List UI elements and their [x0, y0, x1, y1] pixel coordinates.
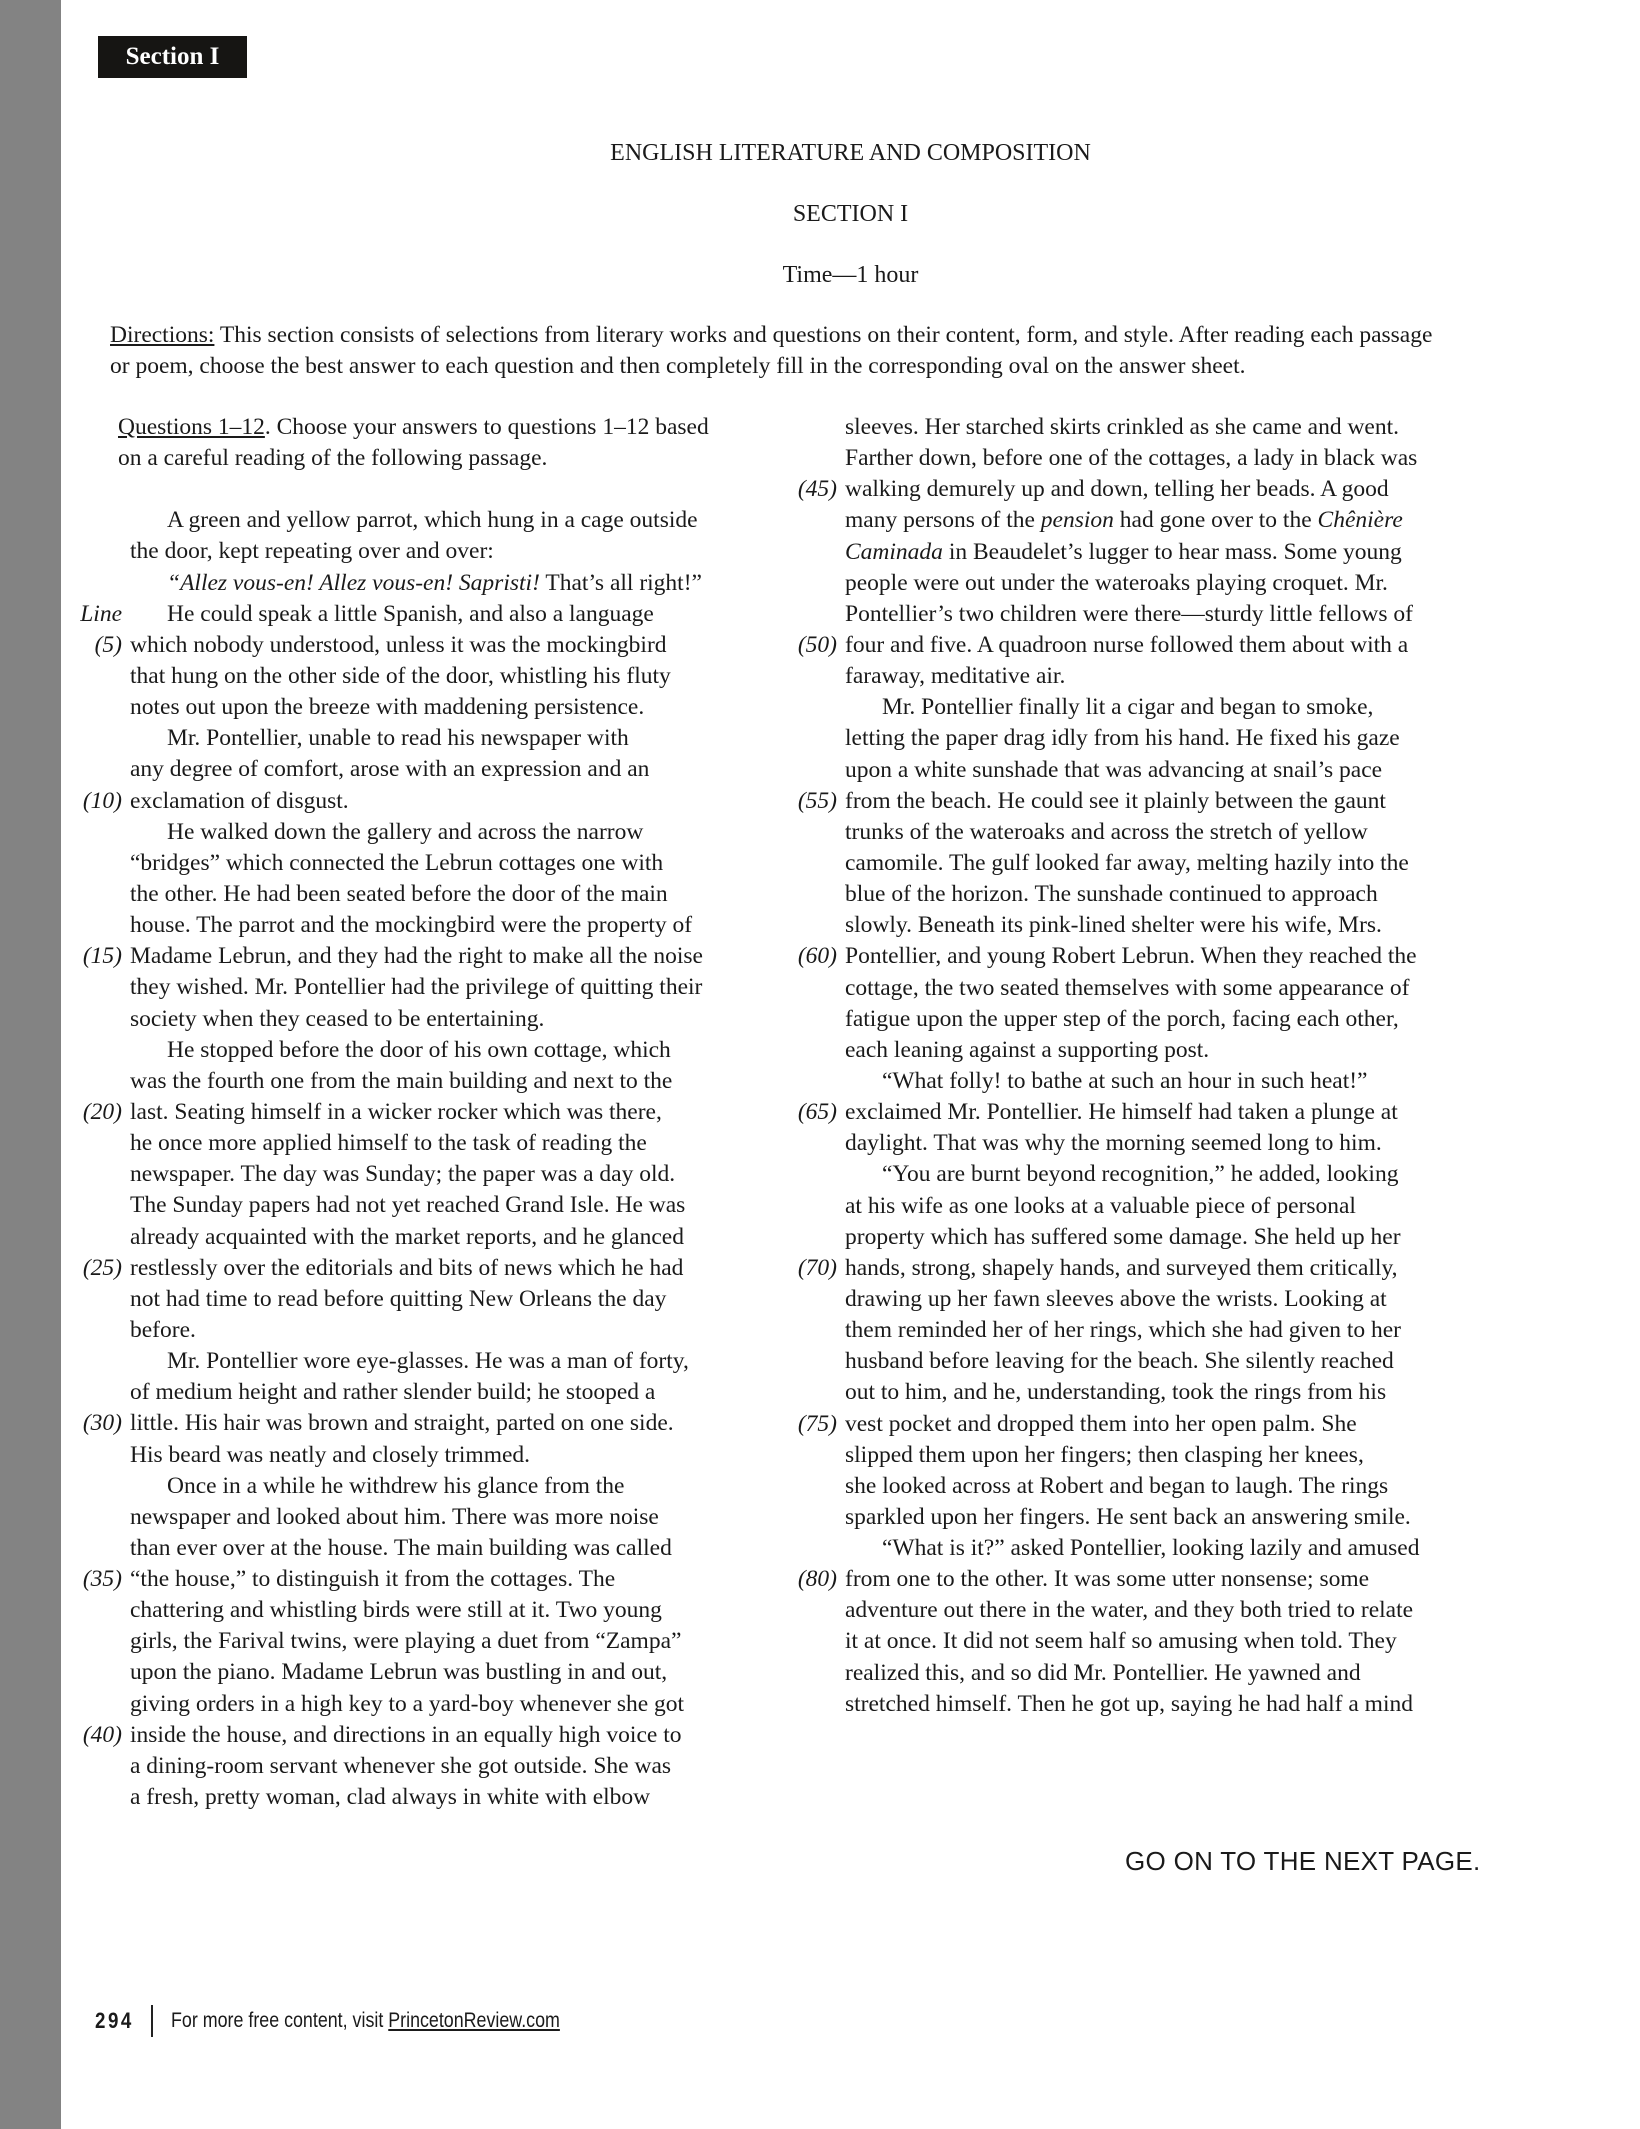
exam-title: ENGLISH LITERATURE AND COMPOSITION	[610, 140, 1091, 166]
line-number: (5)	[94, 631, 122, 658]
line-text: hands, strong, shapely hands, and surveyed them critically,	[845, 1254, 1398, 1281]
line-text: that hung on the other side of the door, whistling his fluty	[130, 662, 671, 689]
passage-lines-right	[775, 412, 1495, 1720]
passage-line	[60, 1346, 780, 1377]
passage-line	[775, 1004, 1495, 1035]
passage-line	[775, 941, 1495, 972]
passage-column-left	[60, 412, 780, 1813]
line-text: many persons of the pension had gone over to the Chênière	[845, 507, 1403, 534]
line-text: it at once. It did not seem half so amusing when told. They	[845, 1628, 1397, 1655]
passage-line	[60, 1315, 780, 1346]
line-number: (30)	[82, 1410, 122, 1437]
line-text: The Sunday papers had not yet reached Grand Isle. He was	[130, 1192, 686, 1219]
line-number: (35)	[82, 1566, 122, 1593]
passage-line	[775, 1689, 1495, 1720]
passage-line	[775, 1222, 1495, 1253]
line-text: the other. He had been seated before the door of the main	[130, 880, 668, 907]
passage-line	[775, 1502, 1495, 1533]
passage-line	[60, 786, 780, 817]
passage-line	[775, 1346, 1495, 1377]
passage-line	[775, 1191, 1495, 1222]
line-text: trunks of the wateroaks and across the stretch of yellow	[845, 818, 1368, 845]
line-text: fatigue upon the upper step of the porch, facing each other,	[845, 1005, 1399, 1032]
line-text: “the house,” to distinguish it from the cottages. The	[130, 1566, 616, 1593]
passage-line	[60, 817, 780, 848]
line-text: sparkled upon her fingers. He sent back an answering smile.	[845, 1503, 1411, 1530]
line-text: A green and yellow parrot, which hung in a cage outside	[167, 507, 698, 534]
passage-lines-left	[60, 505, 780, 1813]
line-number: (10)	[82, 787, 122, 814]
line-number: (50)	[797, 631, 837, 658]
line-text: from one to the other. It was some utter nonsense; some	[845, 1566, 1370, 1593]
passage-line	[60, 1502, 780, 1533]
line-text: Pontellier, and young Robert Lebrun. When they reached the	[845, 943, 1417, 970]
passage-line	[60, 879, 780, 910]
questions-range-label: Questions 1–12	[118, 414, 265, 440]
line-text: already acquainted with the market reports, and he glanced	[130, 1223, 684, 1250]
line-text: “Allez vous-en! Allez vous-en! Sapristi! That’s all right!”	[167, 569, 702, 596]
line-text: four and five. A quadroon nurse followed them about with a	[845, 631, 1409, 658]
passage-line	[60, 1066, 780, 1097]
passage-line	[60, 1284, 780, 1315]
line-text: drawing up her fawn sleeves above the wrists. Looking at	[845, 1285, 1387, 1312]
line-text: sleeves. Her starched skirts crinkled as she came and went.	[845, 414, 1400, 440]
passage-line	[60, 1782, 780, 1813]
line-text: “What folly! to bathe at such an hour in such heat!”	[882, 1067, 1368, 1094]
questions-intro-line-1: Questions 1–12. Choose your answers to questions 1–12 based	[118, 414, 709, 440]
passage-line	[775, 1097, 1495, 1128]
passage-line	[775, 412, 1495, 443]
passage-line	[60, 754, 780, 785]
passage-line	[775, 568, 1495, 599]
passage-line	[775, 973, 1495, 1004]
line-text: of medium height and rather slender build; he stooped a	[130, 1379, 656, 1406]
passage-line	[775, 879, 1495, 910]
passage-line	[60, 1253, 780, 1284]
passage-line	[60, 1626, 780, 1657]
passage-line	[775, 1626, 1495, 1657]
line-text: “You are burnt beyond recognition,” he added, looking	[882, 1161, 1399, 1188]
passage-line	[775, 599, 1495, 630]
line-number: (60)	[797, 943, 837, 970]
passage-line	[775, 1471, 1495, 1502]
passage-line	[775, 1253, 1495, 1284]
line-text: vest pocket and dropped them into her open palm. She	[845, 1410, 1357, 1437]
line-text: blue of the horizon. The sunshade continued to approach	[845, 881, 1378, 908]
line-text: camomile. The gulf looked far away, melting hazily into the	[845, 849, 1409, 876]
directions-text: This section consists of selections from literary works and questions on their content, form, and style. After reading each passage or poem, choose the best answer to each question and then completely fill in the corresponding oval on the answer sheet.	[110, 322, 1433, 379]
line-text: property which has suffered some damage. She held up her	[845, 1223, 1401, 1250]
line-text: exclaimed Mr. Pontellier. He himself had taken a plunge at	[845, 1099, 1398, 1126]
footer-divider	[151, 2005, 153, 2037]
line-text: she looked across at Robert and began to laugh. The rings	[845, 1472, 1389, 1499]
passage-line	[60, 1751, 780, 1782]
princeton-review-link[interactable]: PrincetonReview.com	[387, 2009, 560, 2032]
passage-line	[775, 786, 1495, 817]
passage-line	[60, 1035, 780, 1066]
passage-line	[775, 817, 1495, 848]
passage-line	[60, 1097, 780, 1128]
passage-line	[775, 755, 1495, 786]
line-text: chattering and whistling birds were still at it. Two young	[130, 1597, 662, 1624]
line-text: His beard was neatly and closely trimmed.	[130, 1441, 531, 1468]
line-number: (55)	[797, 787, 837, 814]
passage-line	[775, 723, 1495, 754]
passage-line	[60, 692, 780, 723]
line-text: giving orders in a high key to a yard-boy whenever she got	[130, 1690, 685, 1717]
line-text: adventure out there in the water, and they both tried to relate	[845, 1597, 1414, 1624]
line-text: upon the piano. Madame Lebrun was bustling in and out,	[130, 1659, 668, 1686]
passage-line	[60, 1004, 780, 1035]
line-text: Caminada in Beaudelet’s lugger to hear mass. Some young	[845, 538, 1402, 565]
passage-line	[60, 1377, 780, 1408]
time-limit: Time—1 hour	[782, 262, 919, 288]
questions-intro-line-2: on a careful reading of the following passage.	[118, 445, 548, 472]
passage-line	[60, 505, 780, 536]
passage-line	[60, 599, 780, 630]
line-text: a fresh, pretty woman, clad always in white with elbow	[130, 1784, 651, 1811]
passage-line	[60, 661, 780, 692]
line-text: society when they ceased to be entertaining.	[130, 1005, 545, 1032]
line-text: Madame Lebrun, and they had the right to make all the noise	[130, 943, 703, 970]
line-text: Mr. Pontellier wore eye-glasses. He was a man of forty,	[167, 1348, 689, 1375]
line-text: letting the paper drag idly from his hand. He fixed his gaze	[845, 725, 1400, 752]
passage-line	[775, 630, 1495, 661]
page-number: 294	[95, 2008, 134, 2033]
line-text: walking demurely up and down, telling her beads. A good	[845, 476, 1389, 503]
passage-line	[775, 692, 1495, 723]
line-text: a dining-room servant whenever she got outside. She was	[130, 1752, 672, 1779]
passage-line	[60, 1564, 780, 1595]
line-number: (20)	[82, 1098, 122, 1125]
line-text: each leaning against a supporting post.	[845, 1036, 1210, 1063]
passage-line	[775, 1409, 1495, 1440]
line-text: any degree of comfort, arose with an expression and an	[130, 756, 650, 783]
passage-line	[775, 1315, 1495, 1346]
line-text: He could speak a little Spanish, and also a language	[167, 600, 654, 627]
passage-line	[60, 1471, 780, 1502]
passage-line	[775, 1377, 1495, 1408]
line-text: daylight. That was why the morning seemed long to him.	[845, 1130, 1382, 1157]
line-number: (45)	[797, 476, 837, 503]
line-text: them reminded her of her rings, which she had given to her	[845, 1317, 1402, 1344]
line-text: the door, kept repeating over and over:	[130, 538, 494, 565]
passage-line	[775, 661, 1495, 692]
line-text: than ever over at the house. The main building was called	[130, 1534, 672, 1561]
footer-text: For more free content, visit PrincetonReview.com	[170, 2009, 560, 2032]
line-text: they wished. Mr. Pontellier had the privilege of quitting their	[130, 974, 703, 1001]
passage-line	[775, 1533, 1495, 1564]
passage-line	[60, 723, 780, 754]
passage-line	[775, 1595, 1495, 1626]
passage-line	[775, 474, 1495, 505]
passage-line	[775, 1658, 1495, 1689]
line-text: he once more applied himself to the task of reading the	[130, 1130, 647, 1157]
passage-line	[60, 630, 780, 661]
passage-line	[60, 1595, 780, 1626]
line-text: girls, the Farival twins, were playing a duet from “Zampa”	[130, 1628, 682, 1655]
line-text: exclamation of disgust.	[130, 787, 349, 814]
passage-line	[775, 1035, 1495, 1066]
line-text: little. His hair was brown and straight, parted on one side.	[130, 1410, 674, 1437]
section-heading: SECTION I	[792, 201, 909, 227]
line-text: inside the house, and directions in an equally high voice to	[130, 1721, 682, 1748]
line-text: before.	[130, 1316, 196, 1343]
passage-line	[775, 1159, 1495, 1190]
line-number: (15)	[82, 943, 122, 970]
passage-line	[60, 1159, 780, 1190]
line-text: at his wife as one looks at a valuable piece of personal	[845, 1192, 1356, 1219]
line-text: cottage, the two seated themselves with some appearance of	[845, 974, 1410, 1001]
passage-line	[775, 443, 1495, 474]
line-number: (25)	[82, 1254, 122, 1281]
line-text: husband before leaving for the beach. She silently reached	[845, 1348, 1394, 1375]
passage-line	[60, 941, 780, 972]
passage-line	[60, 1657, 780, 1688]
passage-line	[60, 910, 780, 941]
line-text: out to him, and he, understanding, took the rings from his	[845, 1379, 1387, 1406]
line-text: not had time to read before quitting New Orleans the day	[130, 1285, 667, 1312]
passage-line	[775, 1440, 1495, 1471]
passage-line	[775, 1564, 1495, 1595]
line-text: people were out under the wateroaks playing croquet. Mr.	[845, 569, 1388, 596]
passage-line	[775, 1284, 1495, 1315]
line-text: slipped them upon her fingers; then clasping her knees,	[845, 1441, 1364, 1468]
line-number: (70)	[797, 1254, 837, 1281]
line-text: which nobody understood, unless it was the mockingbird	[130, 631, 667, 658]
passage-line	[775, 910, 1495, 941]
line-text: “What is it?” asked Pontellier, looking lazily and amused	[882, 1535, 1420, 1562]
passage-line	[60, 848, 780, 879]
passage-line	[60, 1689, 780, 1720]
passage-line	[775, 505, 1495, 536]
passage-line	[60, 568, 780, 599]
line-number: (75)	[797, 1410, 837, 1437]
line-text: Mr. Pontellier, unable to read his newspaper with	[167, 725, 629, 752]
passage-line	[60, 1222, 780, 1253]
line-number: (40)	[82, 1721, 122, 1748]
passage-line	[775, 848, 1495, 879]
line-text: last. Seating himself in a wicker rocker which was there,	[130, 1098, 662, 1125]
passage-line	[60, 972, 780, 1003]
line-text: was the fourth one from the main building and next to the	[130, 1067, 673, 1094]
line-text: stretched himself. Then he got up, saying he had half a mind	[845, 1690, 1413, 1717]
page-edge-bar	[0, 0, 61, 2129]
passage-line	[60, 1190, 780, 1221]
go-on-notice: GO ON TO THE NEXT PAGE.	[1125, 1846, 1481, 1876]
page-footer	[95, 2005, 628, 2037]
section-tab: Section I	[98, 36, 247, 78]
line-text: Farther down, before one of the cottages, a lady in black was	[845, 445, 1418, 472]
passage-line	[775, 537, 1495, 568]
line-text: newspaper and looked about him. There was more noise	[130, 1503, 659, 1530]
line-number: Line	[80, 600, 122, 627]
line-number: (80)	[797, 1566, 837, 1593]
line-text: restlessly over the editorials and bits of news which he had	[130, 1254, 684, 1281]
line-text: notes out upon the breeze with maddening persistence.	[130, 694, 645, 721]
passage-line	[60, 1533, 780, 1564]
passage-line	[60, 1408, 780, 1439]
directions	[110, 320, 1440, 382]
passage-line	[60, 1128, 780, 1159]
line-text: upon a white sunshade that was advancing at snail’s pace	[845, 756, 1383, 783]
line-text: house. The parrot and the mockingbird were the property of	[130, 912, 693, 939]
passage-line	[60, 536, 780, 567]
passage-line	[775, 1066, 1495, 1097]
line-text: newspaper. The day was Sunday; the paper was a day old.	[130, 1161, 676, 1188]
directions-label: Directions:	[110, 322, 215, 348]
line-text: Mr. Pontellier finally lit a cigar and began to smoke,	[882, 694, 1374, 721]
line-text: slowly. Beneath its pink-lined shelter were his wife, Mrs.	[845, 912, 1382, 939]
line-text: “bridges” which connected the Lebrun cottages one with	[130, 849, 664, 876]
line-number: (65)	[797, 1099, 837, 1126]
line-text: realized this, and so did Mr. Pontellier. He yawned and	[845, 1659, 1361, 1686]
passage-line	[60, 1440, 780, 1471]
line-text: from the beach. He could see it plainly between the gaunt	[845, 787, 1386, 814]
line-text: faraway, meditative air.	[845, 663, 1066, 690]
passage-line	[60, 1720, 780, 1751]
line-text: He stopped before the door of his own cottage, which	[167, 1036, 671, 1063]
line-text: He walked down the gallery and across the narrow	[167, 818, 644, 845]
line-text: Pontellier’s two children were there—sturdy little fellows of	[845, 600, 1413, 627]
passage-column-right	[775, 412, 1495, 1720]
line-text: Once in a while he withdrew his glance from the	[167, 1472, 625, 1499]
passage-line	[775, 1128, 1495, 1159]
